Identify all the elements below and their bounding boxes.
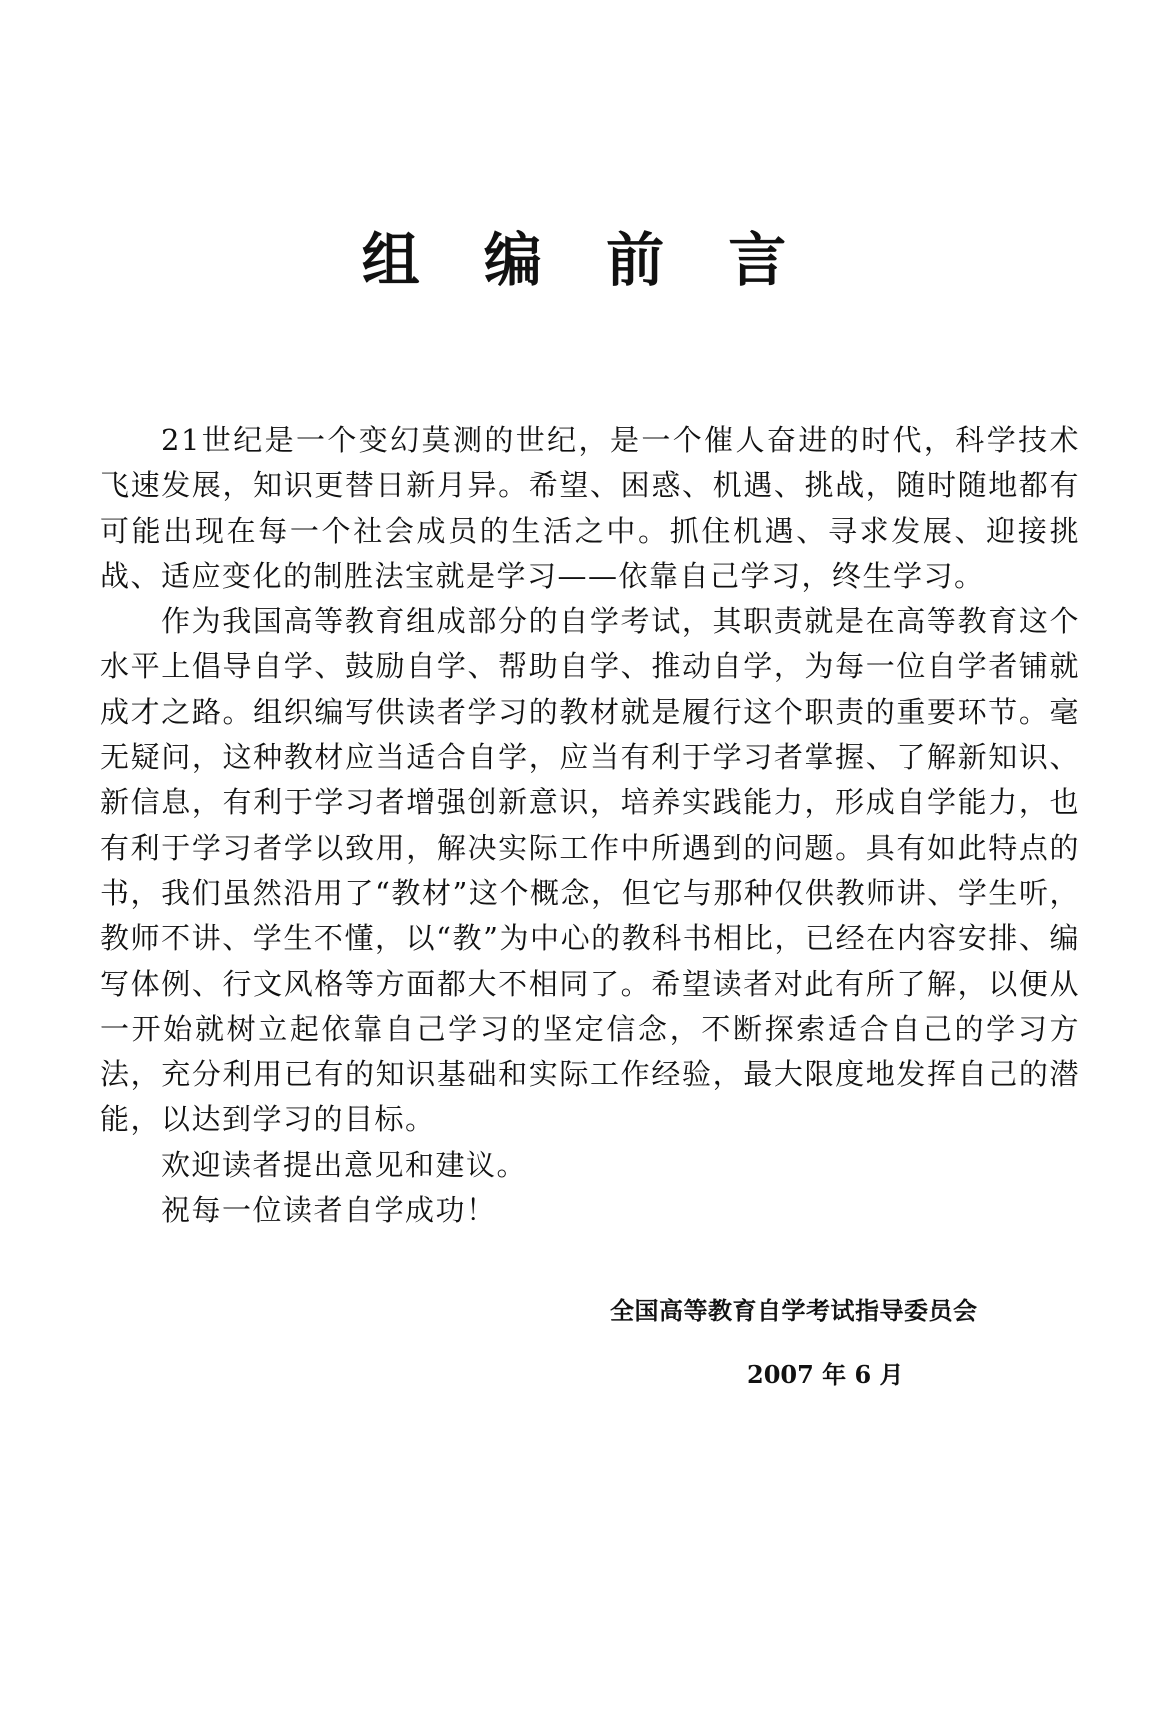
paragraph-2: 作为我国高等教育组成部分的自学考试，其职责就是在高等教育这个水平上倡导自学、鼓励自学、帮助自学、推动自学，为每一位自学者铺就成才之路。组织编写供读者学习的教材就是履行这个职责的重要环节。毫无疑问，这种教材应当适合自学，应当有利于学习者掌握、了解新知识、新信息，有利于学习者增强创新意识，培养实践能力，形成自学能力，也有利于学习者学以致用，解决实际工作中所遇到的问题。具有如此特点的书，我们虽然沿用了“教材”这个概念，但它与那种仅供教师讲、学生听，教师不讲、学生不懂，以“教”为中心的教科书相比，已经在内容安排、编写体例、行文风格等方面都大不相同了。希望读者对此有所了解，以便从一开始就树立起依靠自己学习的坚定信念，不断探索适合自己的学习方法，充分利用已有的知识基础和实际工作经验，最大限度地发挥自己的潜能，以达到学习的目标。 [100,604,1080,1137]
paragraph-1: 21世纪是一个变幻莫测的世纪，是一个催人奋进的时代，科学技术飞速发展，知识更替日新月异。希望、困惑、机遇、挑战，随时随地都有可能出现在每一个社会成员的生活之中。抓住机遇、寻求发展、迎接挑战、适应变化的制胜法宝就是学习——依靠自己学习，终生学习。 [100,423,1080,593]
signature-date: 2007 年 6 月 [747,1360,904,1389]
preface-body [100,418,1080,1233]
paragraph-4: 祝每一位读者自学成功！ [161,1193,497,1228]
page-title: 组 编 前 言 [361,226,809,294]
signature-organization: 全国高等教育自学考试指导委员会 [610,1297,978,1325]
paragraph-3: 欢迎读者提出意见和建议。 [161,1147,528,1182]
